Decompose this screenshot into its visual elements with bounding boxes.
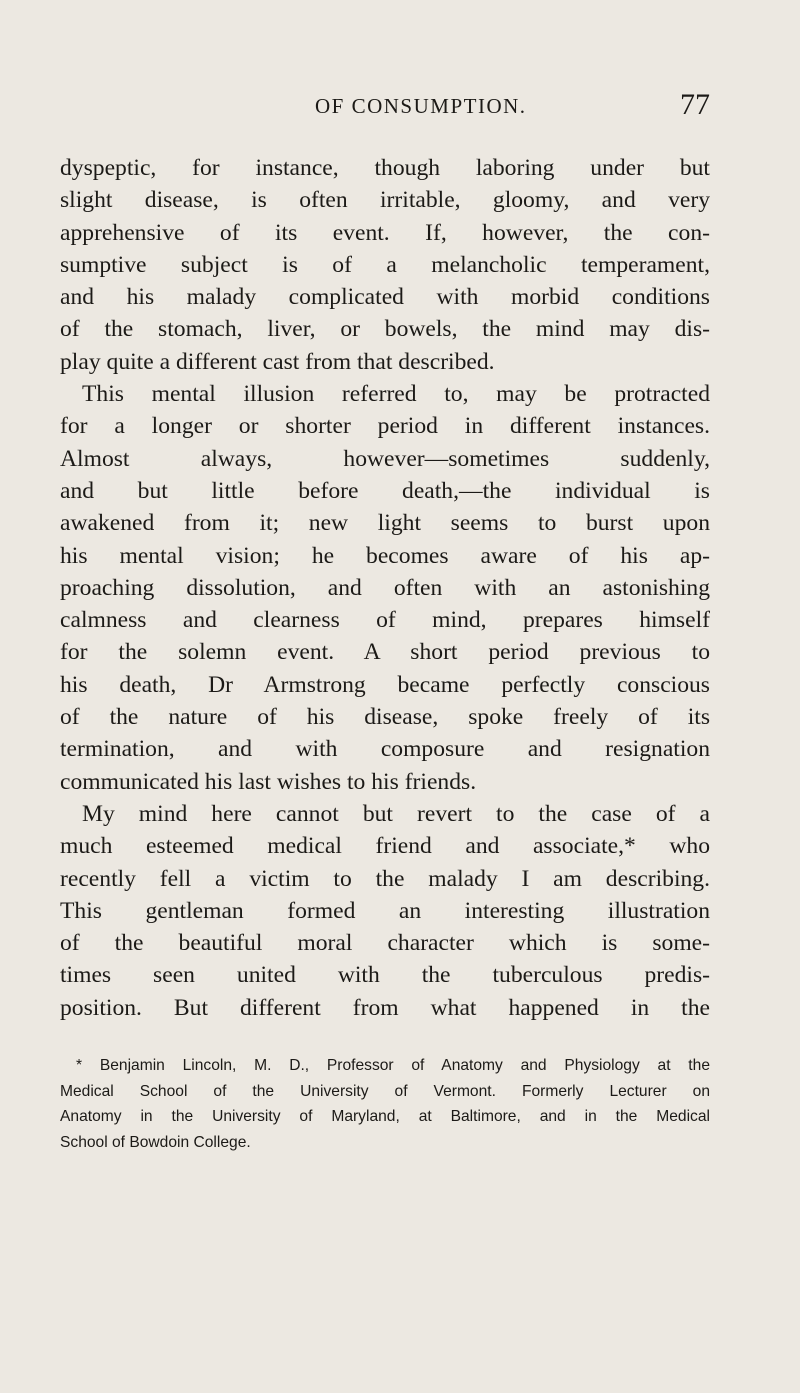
page-number: 77: [680, 88, 710, 121]
text-line: of the stomach, liver, or bowels, the mind may dis-: [60, 316, 710, 343]
text-line: awakened from it; new light seems to burst upon: [60, 510, 710, 537]
text-line: dyspeptic, for instance, though laboring under but: [60, 155, 710, 181]
text-line: for the solemn event. A short period previous to: [60, 639, 710, 666]
text-line: proaching dissolution, and often with an astonishing: [60, 574, 710, 601]
text-line: position. But different from what happened in the: [60, 994, 710, 1021]
footnote: [60, 1053, 710, 1155]
text-line: apprehensive of its event. If, however, the con-: [60, 219, 710, 246]
text-line: My mind here cannot but revert to the case of a: [82, 800, 710, 827]
text-line: sumptive subject is of a melancholic temperament,: [60, 251, 710, 278]
footnote-line: * Benjamin Lincoln, M. D., Professor of Anatomy and Physiology at the: [76, 1057, 710, 1074]
text-line: calmness and clearness of mind, prepares himself: [60, 607, 710, 634]
text-line: his death, Dr Armstrong became perfectly conscious: [60, 671, 710, 698]
text-line: for a longer or shorter period in different instances.: [60, 413, 710, 440]
text-line: his mental vision; he becomes aware of his ap-: [60, 542, 710, 569]
footnote-line: Medical School of the University of Vermont. Formerly Lecturer on: [60, 1082, 710, 1100]
text-line: Almost always, however—sometimes suddenly,: [60, 445, 710, 472]
body-text: [60, 152, 710, 1024]
text-line: much esteemed medical friend and associate,* who: [60, 833, 710, 860]
running-head: [60, 88, 710, 128]
text-line: slight disease, is often irritable, gloomy, and very: [60, 187, 710, 214]
running-title: OF CONSUMPTION.: [315, 94, 527, 118]
text-line: termination, and with composure and resignation: [60, 736, 710, 763]
text-line: This gentleman formed an interesting illustration: [60, 897, 710, 924]
text-line: of the nature of his disease, spoke freely of its: [60, 704, 710, 731]
text-line: of the beautiful moral character which is some-: [60, 930, 710, 957]
text-line: recently fell a victim to the malady I am describing.: [60, 865, 710, 892]
footnote-line: Anatomy in the University of Maryland, at Baltimore, and in the Medical: [60, 1108, 710, 1125]
text-line: and but little before death,—the individual is: [60, 477, 710, 504]
text-line: times seen united with the tuberculous predis-: [60, 962, 710, 989]
footnote-line: School of Bowdoin College.: [60, 1133, 251, 1151]
text-line: This mental illusion referred to, may be protracted: [82, 381, 710, 408]
text-line: play quite a different cast from that described.: [60, 348, 495, 375]
text-line: and his malady complicated with morbid conditions: [60, 284, 710, 311]
text-line: communicated his last wishes to his friends.: [60, 768, 477, 795]
